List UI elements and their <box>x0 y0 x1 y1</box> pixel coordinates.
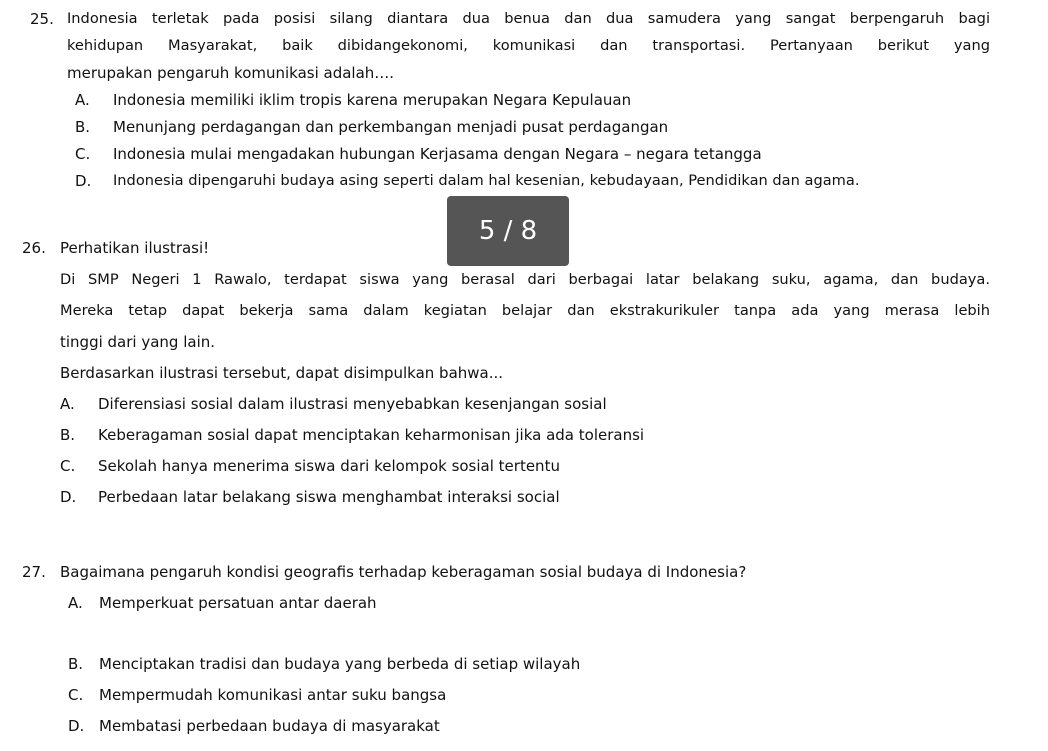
question-26-number: 26. <box>22 239 46 257</box>
q26-option-c[interactable]: Sekolah hanya menerima siswa dari kelompok sosial tertentu <box>98 457 560 475</box>
q25-option-c[interactable]: Indonesia mulai mengadakan hubungan Kerjasama dengan Negara – negara tetangga <box>113 145 762 163</box>
question-25-text-line-1: Indonesia terletak pada posisi silang diantara dua benua dan dua samudera yang sangat berpengaruh bagi <box>67 10 990 27</box>
q27-option-a[interactable]: Memperkuat persatuan antar daerah <box>99 594 377 612</box>
question-26-question: Berdasarkan ilustrasi tersebut, dapat disimpulkan bahwa... <box>60 364 504 382</box>
q27-option-d-letter: D. <box>68 717 85 735</box>
question-26-illustration-line-3: tinggi dari yang lain. <box>60 333 216 351</box>
question-27-number: 27. <box>22 563 46 581</box>
q26-option-d[interactable]: Perbedaan latar belakang siswa menghambat interaksi social <box>98 488 560 506</box>
q26-option-a-letter: A. <box>60 395 75 413</box>
q25-option-b-letter: B. <box>75 118 91 136</box>
question-27-question: Bagaimana pengaruh kondisi geografis terhadap keberagaman sosial budaya di Indonesia? <box>60 563 747 581</box>
question-26-intro: Perhatikan ilustrasi! <box>60 239 210 257</box>
q26-option-b[interactable]: Keberagaman sosial dapat menciptakan keharmonisan jika ada toleransi <box>98 426 645 444</box>
q27-option-d[interactable]: Membatasi perbedaan budaya di masyarakat <box>99 717 440 735</box>
question-25-text-line-3: merupakan pengaruh komunikasi adalah…. <box>67 64 395 82</box>
q25-option-b[interactable]: Menunjang perdagangan dan perkembangan menjadi pusat perdagangan <box>113 118 669 136</box>
q27-option-b[interactable]: Menciptakan tradisi dan budaya yang berbeda di setiap wilayah <box>99 655 581 673</box>
q27-option-b-letter: B. <box>68 655 84 673</box>
q25-option-c-letter: C. <box>75 145 91 163</box>
question-26-illustration-line-2: Mereka tetap dapat bekerja sama dalam kegiatan belajar dan ekstrakurikuler tanpa ada yang merasa lebih <box>60 302 990 319</box>
page-indicator: 5 / 8 <box>447 196 569 266</box>
q25-option-d-letter: D. <box>75 172 92 190</box>
question-25-number: 25. <box>30 10 54 28</box>
question-26-illustration-line-1: Di SMP Negeri 1 Rawalo, terdapat siswa yang berasal dari berbagai latar belakang suku, agama, dan budaya. <box>60 271 990 288</box>
question-25-text-line-2: kehidupan Masyarakat, baik dibidangekonomi, komunikasi dan transportasi. Pertanyaan berikut yang <box>67 37 990 54</box>
q26-option-a[interactable]: Diferensiasi sosial dalam ilustrasi menyebabkan kesenjangan sosial <box>98 395 607 413</box>
q25-option-a-letter: A. <box>75 91 90 109</box>
q25-option-a[interactable]: Indonesia memiliki iklim tropis karena merupakan Negara Kepulauan <box>113 91 632 109</box>
q26-option-d-letter: D. <box>60 488 77 506</box>
q27-option-c-letter: C. <box>68 686 84 704</box>
q27-option-c[interactable]: Mempermudah komunikasi antar suku bangsa <box>99 686 447 704</box>
q26-option-b-letter: B. <box>60 426 76 444</box>
q25-option-d[interactable]: Indonesia dipengaruhi budaya asing seperti dalam hal kesenian, kebudayaan, Pendidikan dan agama. <box>113 172 860 189</box>
q27-option-a-letter: A. <box>68 594 83 612</box>
q26-option-c-letter: C. <box>60 457 76 475</box>
